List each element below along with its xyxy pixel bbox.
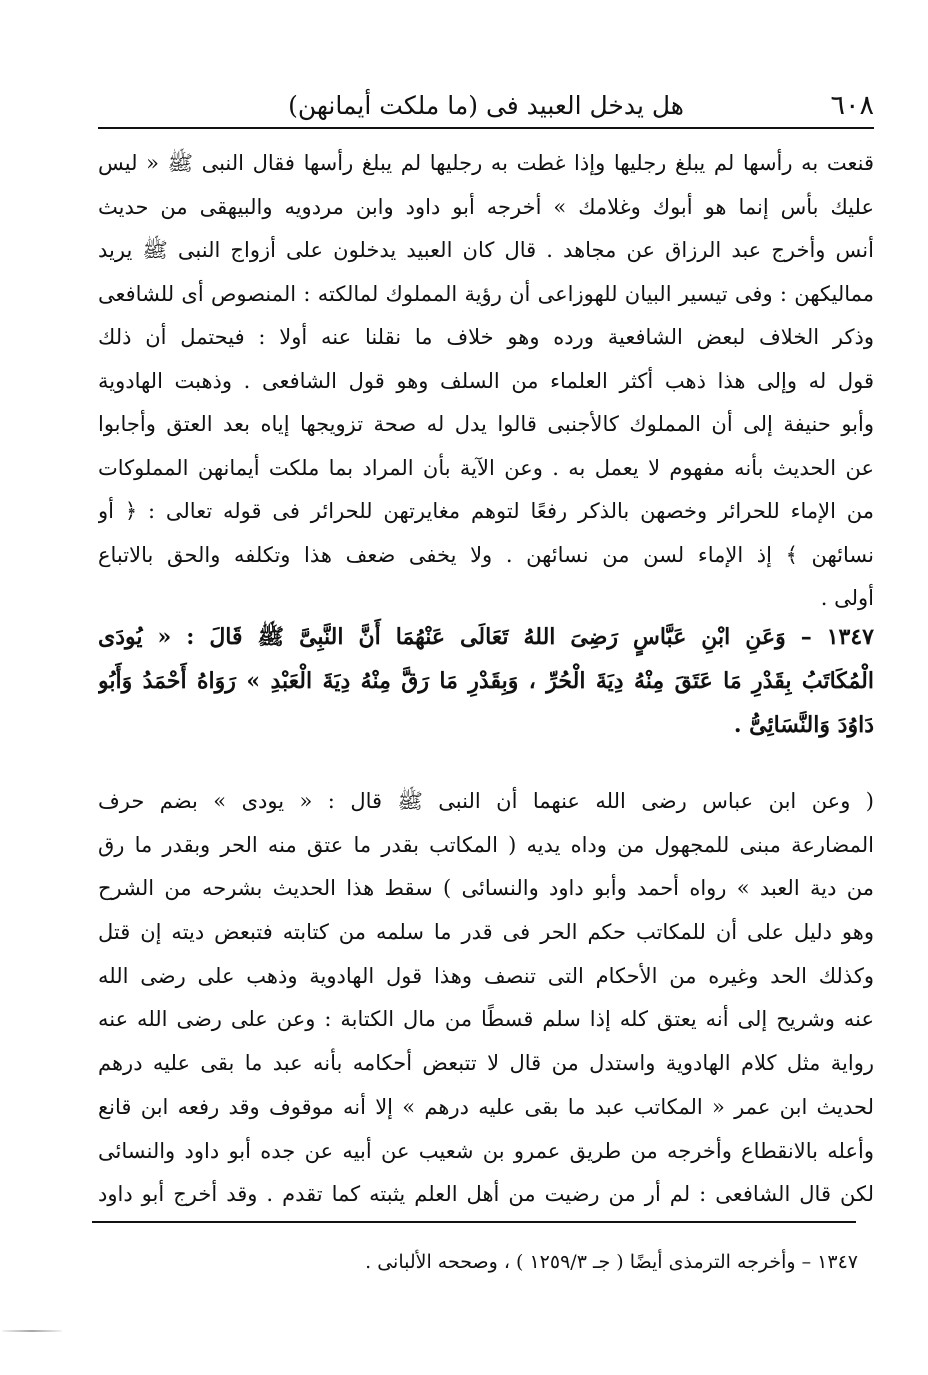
commentary-paragraph-1 [98, 142, 874, 621]
text-line: قنعت به رأسها لم يبلغ رجليها وإذا غطت به رجليها لم يبلغ رأسها فقال النبى ﷺ « ليس [98, 151, 874, 175]
hadith-line: دَاوُدَ وَالنَّسَائِىُّ . [733, 712, 874, 738]
text-line: وأبو حنيفة إلى أن المملوك كالأجنبى قالوا يدل له صحة تزويجها إياه بعد العتق وأجابوا [98, 412, 874, 436]
page-header [98, 88, 874, 126]
commentary-paragraph-2 [98, 780, 874, 1217]
page-number: ٦٠٨ [830, 90, 874, 121]
hadith-line: الْمُكَاتَبُ بِقَدْرِ مَا عَتَقَ مِنْهُ دِيَةَ الْحُرِّ ، وَبِقَدْرِ مَا رَقَّ مِنْهُ دِيَةَ الْعَبْدِ » رَوَاهُ أَحْمَدُ وَأَبُو [98, 668, 874, 694]
text-line: رواية مثل كلام الهادوية واستدل من قال لا تتبعض أحكامه بأنه عبد ما بقى عليه درهم [98, 1051, 874, 1076]
text-line: قول له وإلى هذا ذهب أكثر العلماء من السلف وهو قول الشافعى . وذهبت الهادوية [98, 368, 874, 393]
text-line: نسائهن ﴾ إذ الإماء لسن من نسائهن . ولا يخفى ضعف هذا وتكلفه والحق بالاتباع [98, 542, 874, 567]
text-line: من الإماء للحرائر وخصهن بالذكر رفعًا لتوهم مغايرتهن للحرائر فى قوله تعالى : ﴿ أو [98, 499, 874, 523]
text-line: لحديث ابن عمر « المكاتب عبد ما بقى عليه درهم » إلا أنه موقوف وقد رفعه ابن قانع [98, 1094, 874, 1119]
footnote: ١٣٤٧ – وأخرجه الترمذى أيضًا ( جـ ١٢٥٩/٣ ) ، وصححه الألبانى . [365, 1251, 858, 1273]
footnote-rule [92, 1221, 856, 1223]
scan-artifact [2, 1330, 62, 1332]
text-line: عن الحديث بأنه مفهوم لا يعمل به . وعن الآية بأن المراد بما ملكت أيمانهن المملوكات [98, 455, 874, 480]
text-line: أولى . [820, 586, 874, 610]
text-line: المضارعة مبنى للمجهول من وداه يديه ( المكاتب بقدر ما عتق منه الحر وبقدر ما رق [98, 832, 874, 857]
text-line: ( وعن ابن عباس رضى الله عنهما أن النبى ﷺ قال : « يودى » بضم حرف [98, 789, 874, 813]
hadith-line: ١٣٤٧ – وَعَنِ ابْنِ عَبَّاسٍ رَضِىَ اللهُ تَعَالَى عَنْهُمَا أَنَّ النَّبِىَّ ﷺ قَالَ : « يُودَى [98, 624, 874, 650]
text-line: لكن قال الشافعى : لم أر من رضيت من أهل العلم يثبته كما تقدم . وقد أخرج أبو داود [98, 1182, 874, 1207]
running-title: هل يدخل العبيد فى (ما ملكت أيمانهن) [288, 91, 684, 120]
text-line: من دية العبد » رواه أحمد وأبو داود والنسائى ) سقط هذا الحديث بشرحه من الشرح [98, 876, 874, 901]
header-rule [98, 127, 874, 129]
text-line: وأعله بالانقطاع وأخرجه من طريق عمرو بن شعيب عن أبيه عن جده أبو داود والنسائى [98, 1138, 874, 1163]
text-line: وكذلك الحد وغيره من الأحكام التى تنصف وهذا قول الهادوية وذهب على رضى الله [98, 963, 874, 988]
hadith-1347 [98, 615, 874, 747]
text-line: وهو دليل على أن للمكاتب حكم الحر فى قدر ما سلمه من كتابته فتبعض ديته إن قتل [98, 920, 874, 945]
text-line: أنس وأخرج عبد الرزاق عن مجاهد . قال كان العبيد يدخلون على أزواج النبى ﷺ يريد [98, 238, 874, 262]
text-line: عنه وشريح إلى أنه يعتق كله إذا سلم قسطًا من مال الكتابة : وعن على رضى الله عنه [98, 1007, 874, 1032]
text-line: وذكر الخلاف لبعض الشافعية ورده وهو خلاف ما نقلنا عنه أولا : فيحتمل أن ذلك [98, 325, 874, 349]
text-line: مماليكهن : وفى تيسير البيان للهوزاعى أن رؤية المملوك لمالكته : المنصوص أى للشافعى [98, 281, 874, 306]
text-line: عليك بأس إنما هو أبوك وغلامك » أخرجه أبو داود وابن مردويه والبيهقى من حديث [98, 194, 874, 219]
